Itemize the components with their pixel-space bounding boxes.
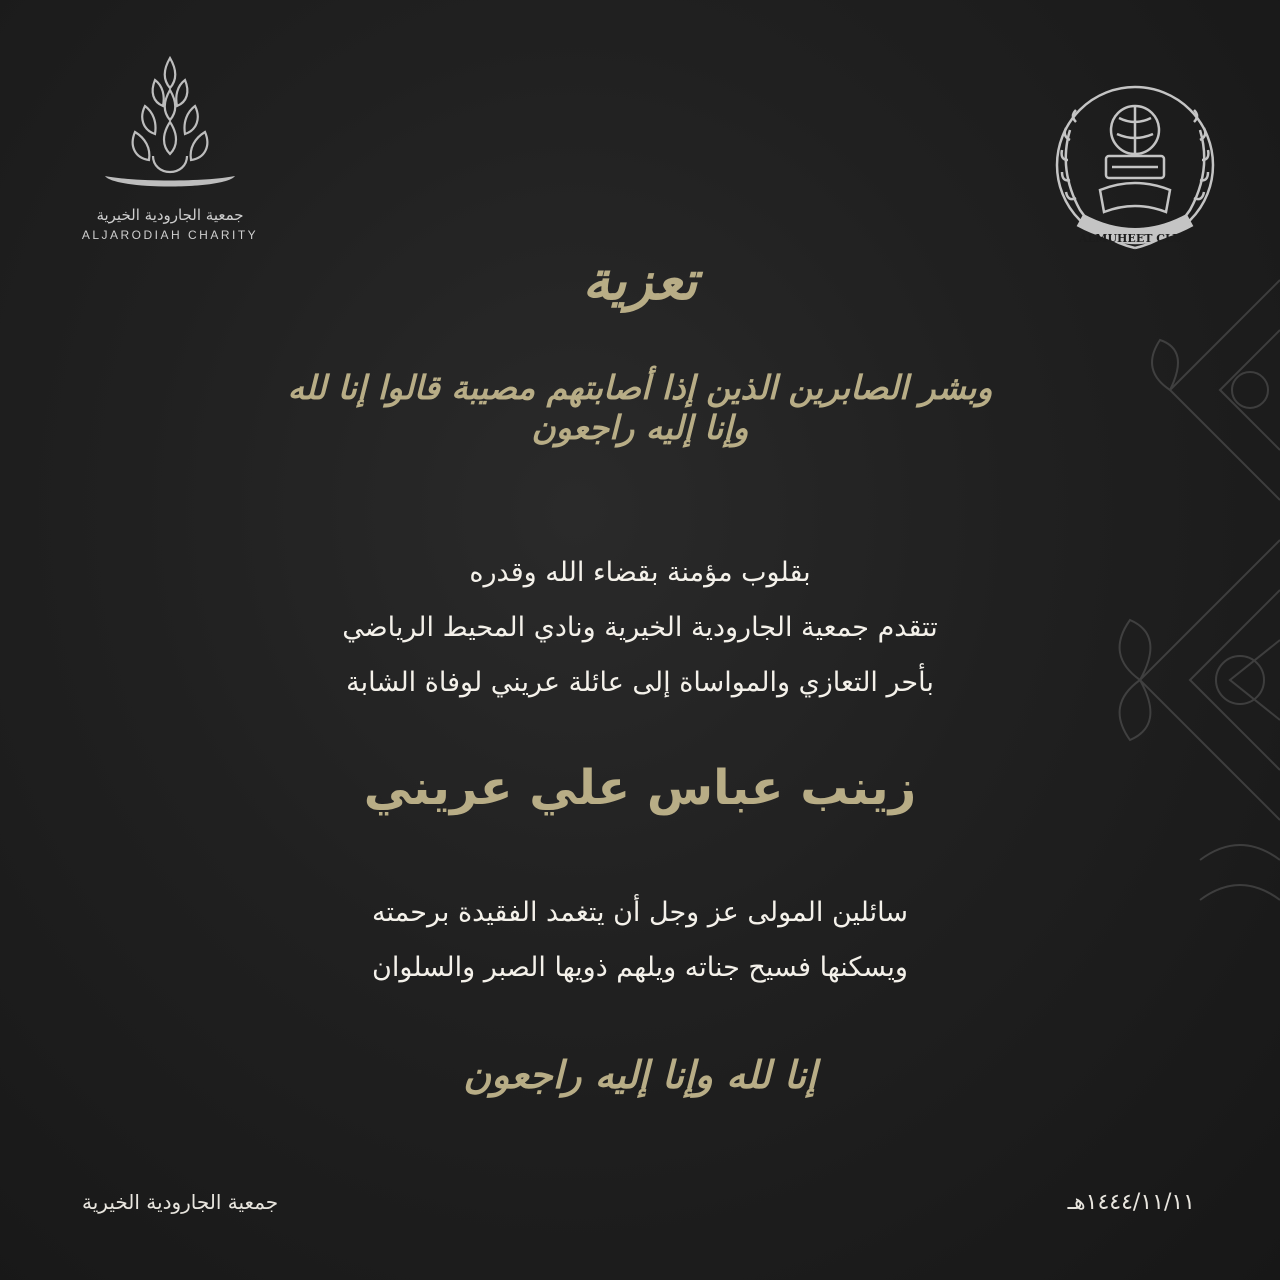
club-name-english: ALMUHEET CLUB [1079, 232, 1191, 245]
condolence-message [0, 545, 1280, 710]
message-line: بقلوب مؤمنة بقضاء الله وقدره [469, 557, 811, 588]
message-line: بأحر التعازي والمواساة إلى عائلة عريني لوفاة الشابة [346, 667, 934, 698]
aljarodiah-charity-logo [60, 50, 280, 242]
charity-name-arabic: جمعية الجارودية الخيرية [96, 206, 244, 224]
page-title: تعزية [582, 248, 698, 312]
footer-date: ١٤٤٤/١١/١١هـ [1067, 1190, 1195, 1215]
charity-name-english: ALJARODIAH CHARITY [81, 228, 259, 242]
prayer-message [0, 885, 1280, 995]
message-line: تتقدم جمعية الجارودية الخيرية ونادي المحيط الرياضي [342, 612, 938, 643]
deceased-name: زينب عباس علي عريني [363, 760, 917, 816]
footer-organization: جمعية الجارودية الخيرية [82, 1190, 279, 1214]
closing-verse: إنا لله وإنا إليه راجعون [463, 1052, 817, 1097]
club-crest-icon [1040, 70, 1230, 260]
prayer-line: سائلين المولى عز وجل أن يتغمد الفقيدة برحمته [372, 897, 908, 928]
prayer-line: ويسكنها فسيح جناته ويلهم ذويها الصبر والسلوان [372, 952, 908, 983]
quran-verse: وبشر الصابرين الذين إذا أصابتهم مصيبة قالوا إنا لله وإنا إليه راجعون [287, 368, 993, 447]
wheat-boat-logo-icon [95, 50, 245, 200]
